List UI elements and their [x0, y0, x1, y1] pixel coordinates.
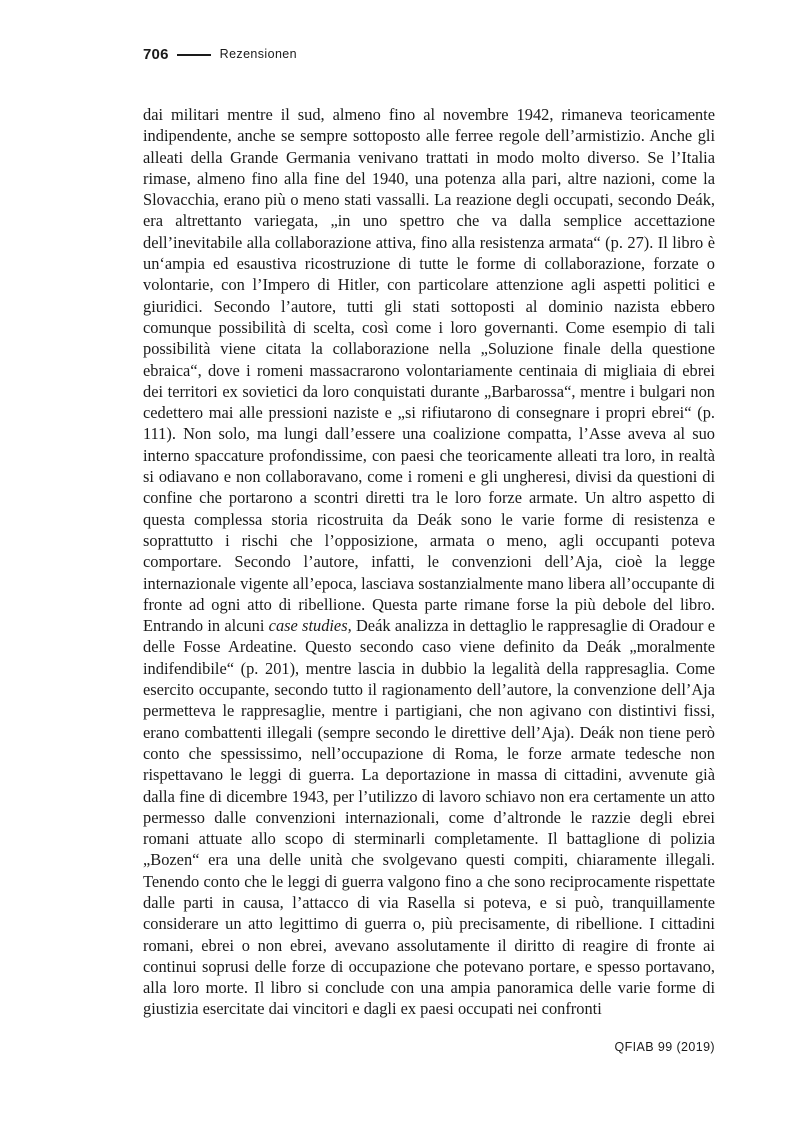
page-number: 706	[143, 45, 169, 63]
header-divider	[177, 54, 211, 56]
body-paragraph	[143, 104, 715, 1020]
section-name: Rezensionen	[219, 47, 298, 61]
review-body	[143, 104, 715, 1020]
journal-footer: QFIAB 99 (2019)	[614, 1040, 715, 1054]
body-text-part-2: Deák analizza in dettaglio le rappresaglie di Oradour e delle Fosse Ardeatine. Questo secondo caso viene definito da Deák „moralmente indifendibile“ (p. 201), mentre lascia in dubbio la legalità della rappresaglia. Come esercito occupante, secondo tutto il ragionamento dell’autore, la convenzione dell’Aja permetteva le rappresaglie, mentre i partigiani, che non agivano con distintivi fissi, erano combattenti illegali (sempre secondo le direttive dell’Aja). Deák non tiene però conto che spessissimo, nell’occupazione di Roma, le forze armate tedesche non rispettavano le leggi di guerra. La deportazione in massa di cittadini, avvenute già dalla fine di dicembre 1943, per l’utilizzo di lavoro schiavo non era certamente un atto permesso dalle convenzioni internazionali, come d’altronde le razzie degli ebrei romani attuate allo scopo di sterminarli completamente. Il battaglione di polizia „Bozen“ era una delle unità che svolgevano questi compiti, chiaramente illegali. Tenendo conto che le leggi di guerra valgono fino a che sono reciprocamente rispettate dalle parti in causa, l’attacco di via Rasella si poteva, e si può, tranquillamente considerare un atto legittimo di guerra o, più precisamente, di ribellione. I cittadini romani, ebrei o non ebrei, avevano assolutamente il diritto di reagire di fronte ai continui soprusi delle forze di occupazione che potevano portare, e spesso portavano, alla loro morte. Il libro si conclude con una ampia panoramica delle varie forme di giustizia esercitate dai vincitori e dagli ex paesi occupati nei confronti	[143, 616, 716, 1019]
running-header	[143, 44, 297, 64]
body-text-emphasis: case studies,	[268, 616, 352, 636]
body-text-part-1: dai militari mentre il sud, almeno fino al novembre 1942, rimaneva teoricamente indipendente, anche se sempre sottoposto alle ferree regole dell’armistizio. Anche gli alleati della Grande Germania venivano trattati in modo molto diverso. Se l’Italia rimase, almeno fino alla fine del 1940, una potenza alla pari, altre nazioni, come la Slovacchia, erano più o meno stati vassalli. La reazione degli occupati, secondo Deák, era altrettanto variegata, „in uno spettro che va dalla semplice accettazione dell’inevitabile alla collaborazione attiva, fino alla resistenza armata“ (p. 27). Il libro è un‘ampia ed esaustiva ricostruzione di tutte le forme di collaborazione, forzate o volontarie, con l’Impero di Hitler, con particolare attenzione agli aspetti politici e giuridici. Secondo l’autore, tutti gli stati sottoposti al dominio nazista ebbero comunque possibilità di scelta, così come i loro governanti. Come esempio di tali possibilità viene citata la collaborazione nella „Soluzione finale della questione ebraica“, dove i romeni massacrarono volontariamente centinaia di migliaia di ebrei dei territori ex sovietici da loro conquistati durante „Barbarossa“, mentre i bulgari non cedettero mai alle pressioni naziste e „si rifiutarono di consegnare i propri ebrei“ (p. 111). Non solo, ma lungi dall’essere una coalizione compatta, l’Asse aveva al suo interno spaccature profondissime, con paesi che teoricamente alleati tra loro, in realtà si odiavano e non collaboravano, come i romeni e gli ungheresi, divisi da questioni di confine che portarono a scontri diretti tra le loro forze armate. Un altro aspetto di questa complessa storia ricostruita da Deák sono le varie forme di resistenza e soprattutto i rischi che l’opposizione, armata o meno, agli occupanti poteva comportare. Secondo l’autore, infatti, le convenzioni dell’Aja, cioè la legge internazionale vigente all’epoca, lasciava sostanzialmente mano libera all’occupante di fronte ad ogni atto di ribellione. Questa parte rimane forse la più debole del libro. Entrando in alcuni	[143, 105, 715, 636]
